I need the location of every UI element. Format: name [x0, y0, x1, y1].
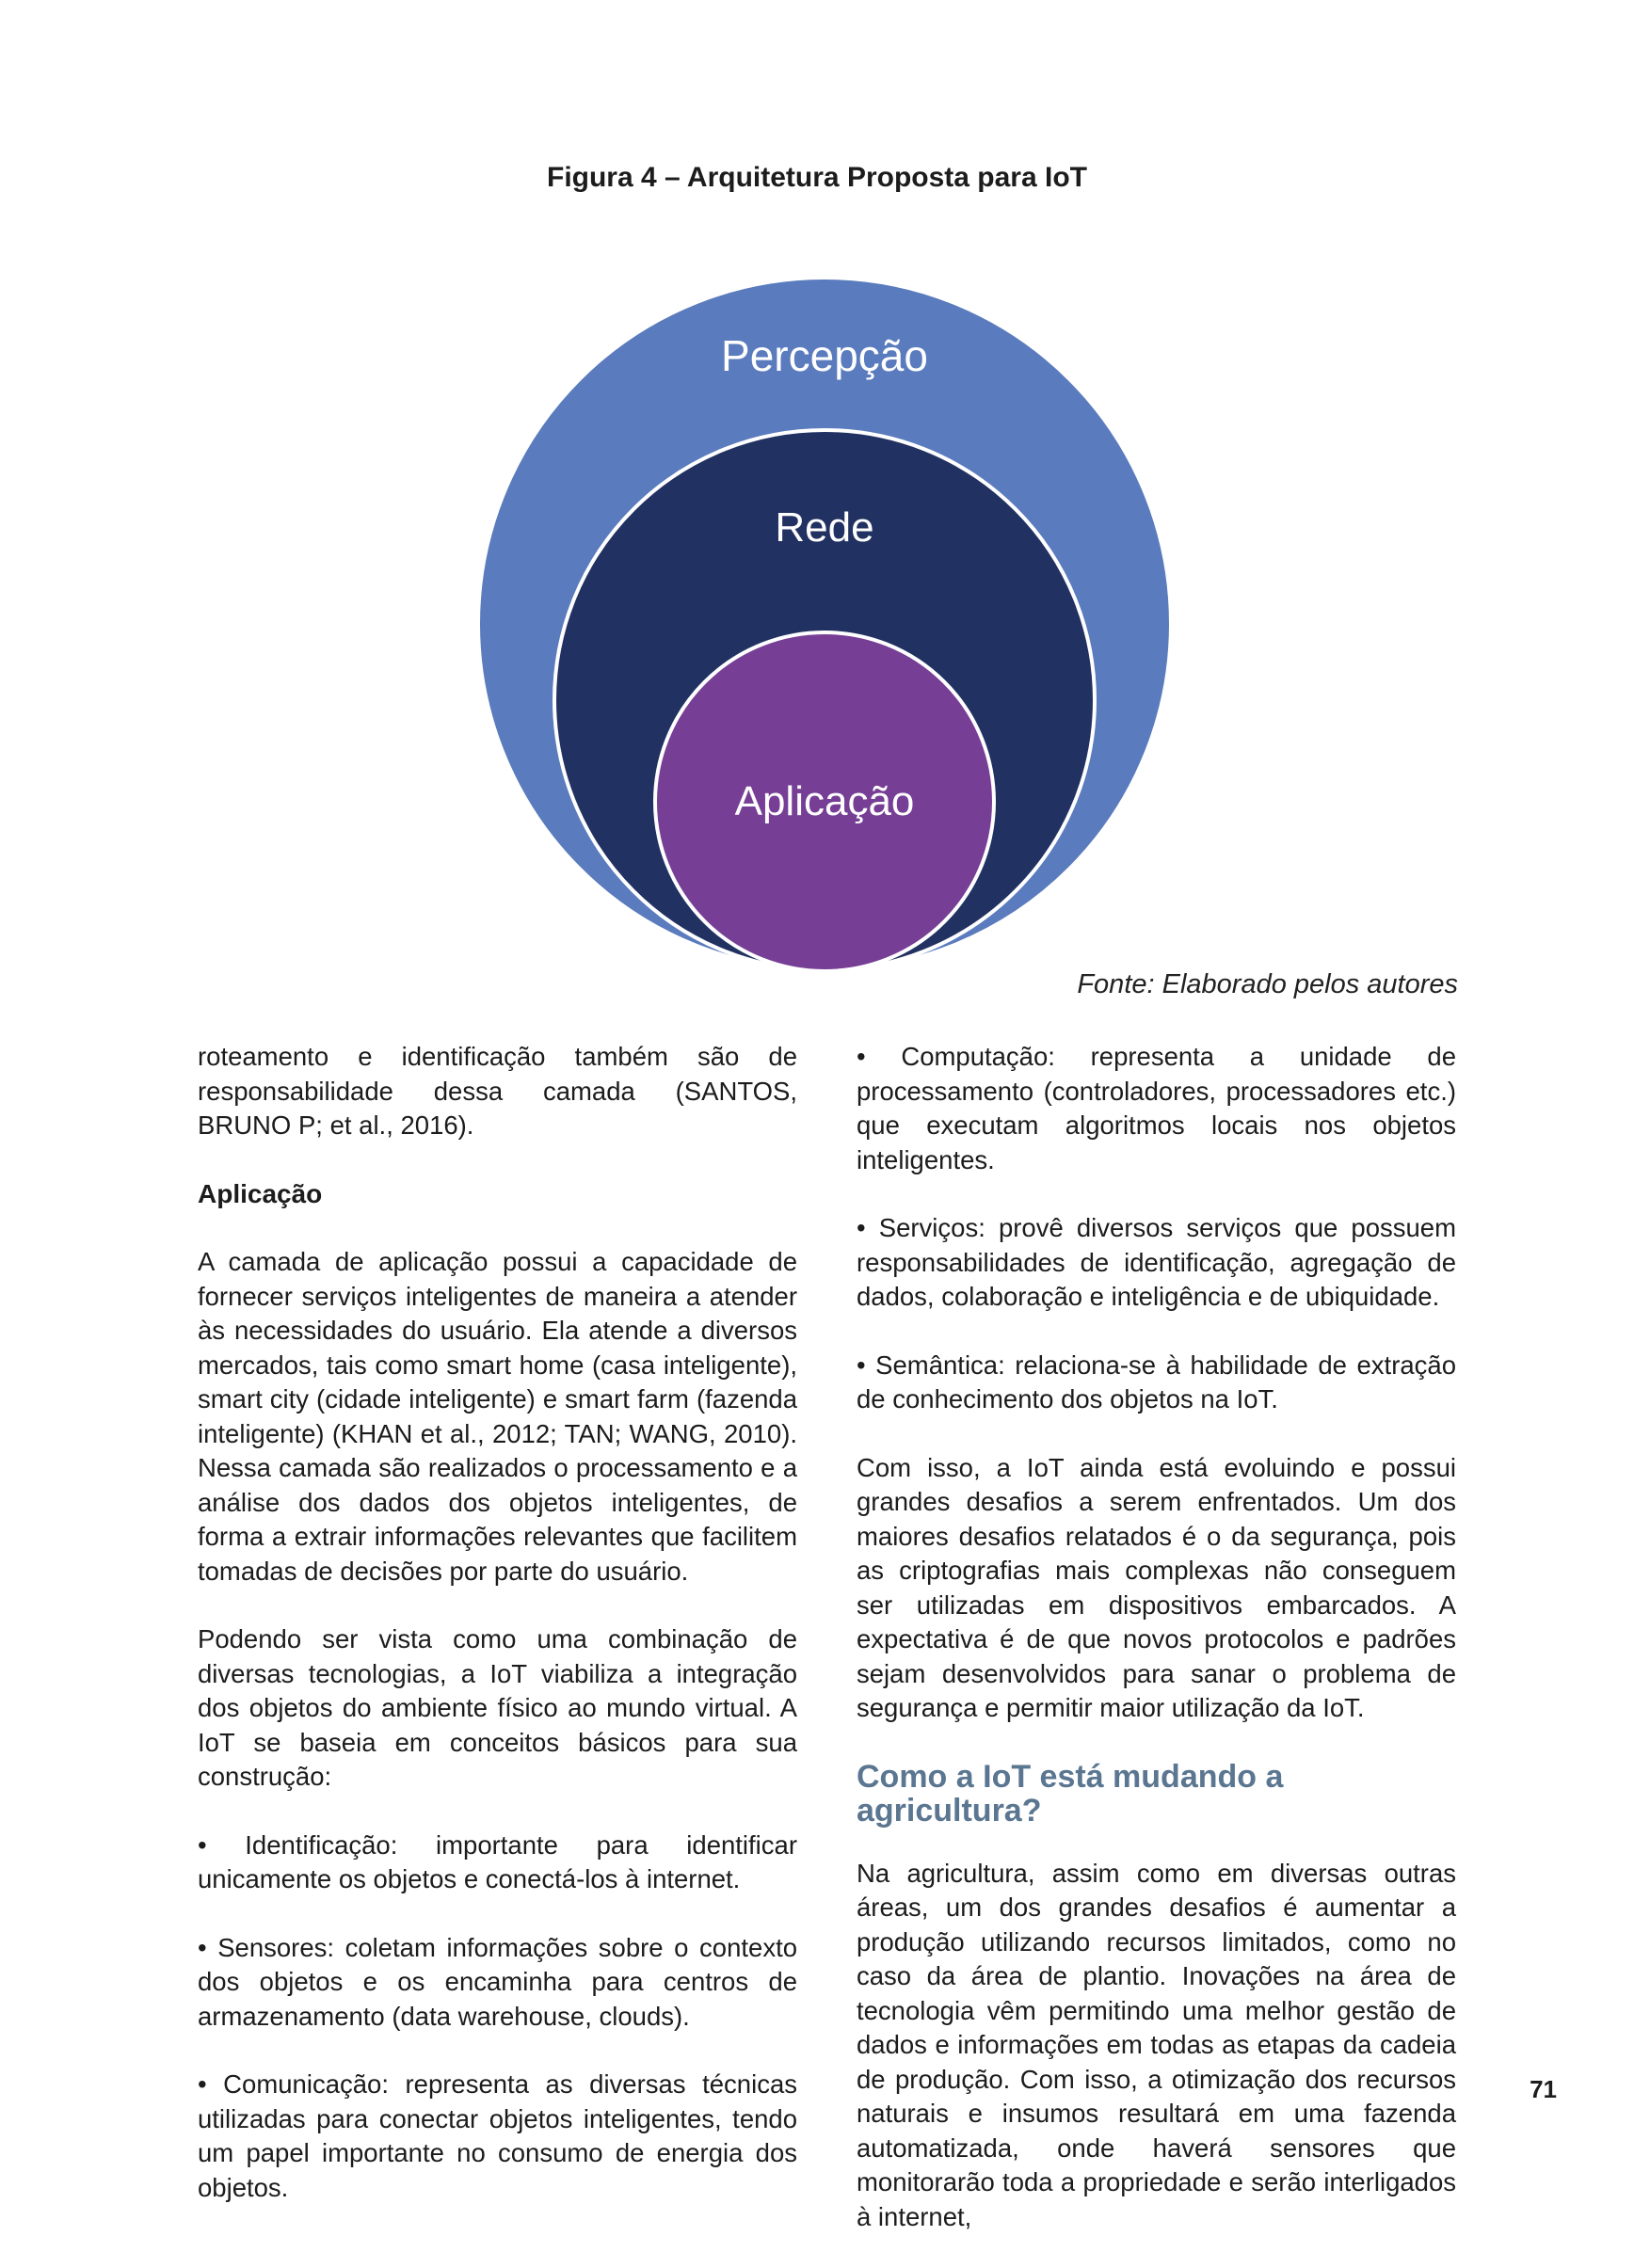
left-column: [198, 1040, 797, 2239]
page-number: 71: [1530, 2075, 1557, 2103]
layer-rede-label: Rede: [775, 504, 874, 551]
layer-percepcao-label: Percepção: [721, 331, 928, 380]
paragraph: Com isso, a IoT ainda está evoluindo e possui grandes desafios a serem enfrentados. Um dos maiores desafios relatados é o da segurança, pois as criptografias mais complexas não conseguem ser utilizadas em dispositivos embarcados. A expectativa é de que novos protocolos e padrões sejam desenvolvidos para sanar o problema de segurança e permitir maior utilização da IoT.: [857, 1452, 1456, 1722]
paragraph: A camada de aplicação possui a capacidade de fornecer serviços inteligentes de maneira a atender às necessidades do usuário. Ela atende a diversos mercados, tais como smart home (casa inteligente), smart city (cidade inteligente) e smart farm (fazenda inteligente) (KHAN et al., 2012; TAN; WANG, 2010). Nessa camada são realizados o processamento e a análise dos dados dos objetos inteligentes, de forma a extrair informações relevantes que facilitem tomadas de decisões por parte do usuário.: [198, 1247, 797, 1586]
bullet-item: • Identificação: importante para identificar unicamente os objetos e conectá-los à internet.: [198, 1829, 797, 1893]
iot-architecture-diagram: [0, 0, 1634, 979]
section-heading: Aplicação: [198, 1178, 323, 1208]
section-heading: Como a IoT está mudando a agricultura?: [857, 1758, 1284, 1829]
bullet-item: • Comunicação: representa as diversas técnicas utilizadas para conectar objetos inteligentes, tendo um papel importante no consumo de energia dos objetos.: [198, 2069, 797, 2202]
figure-title: Figura 4 – Arquitetura Proposta para IoT: [547, 162, 1087, 193]
figure-source: Fonte: Elaborado pelos autores: [1077, 969, 1458, 999]
bullet-item: • Computação: representa a unidade de processamento (controladores, processadores etc.) que executam algoritmos locais nos objetos inteligentes.: [857, 1042, 1456, 1174]
bullet-item: • Sensores: coletam informações sobre o contexto dos objetos e os encaminha para centros de armazenamento (data warehouse, clouds).: [198, 1932, 797, 2031]
bullet-item: • Serviços: provê diversos serviços que possuem responsabilidades de identificação, agregação de dados, colaboração e inteligência e de ubiquidade.: [857, 1213, 1456, 1311]
right-column: [857, 1040, 1456, 2268]
paragraph: Podendo ser vista como uma combinação de diversas tecnologias, a IoT viabiliza a integração dos objetos do ambiente físico ao mundo virtual. A IoT se baseia em conceitos básicos para sua construção:: [198, 1624, 797, 1791]
bullet-item: • Semântica: relaciona-se à habilidade de extração de conhecimento dos objetos na IoT.: [857, 1350, 1456, 1414]
layer-aplicacao-label: Aplicação: [734, 778, 915, 824]
paragraph: Na agricultura, assim como em diversas outras áreas, um dos grandes desafios é aumentar a produção utilizando recursos limitados, como no caso da área de plantio. Inovações na área de tecnologia vêm permitindo uma melhor gestão de dados e informações em todas as etapas da cadeia de produção. Com isso, a otimização dos recursos naturais e insumos resultará em uma fazenda automatizada, onde haverá sensores que monitorarão toda a propriedade e serão interligados à internet,: [857, 1858, 1456, 2231]
paragraph: roteamento e identificação também são de responsabilidade dessa camada (SANTOS, BRUNO P; et al., 2016).: [198, 1042, 797, 1140]
